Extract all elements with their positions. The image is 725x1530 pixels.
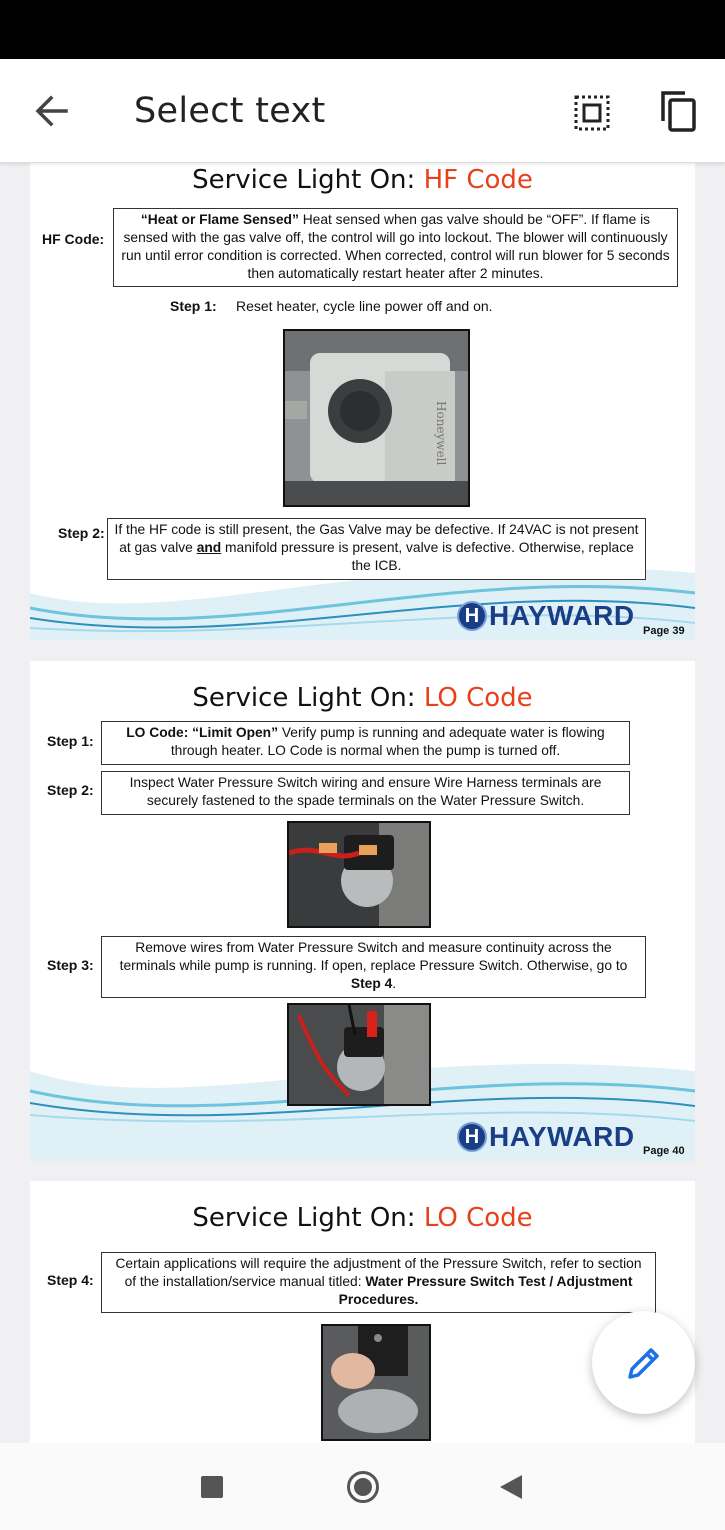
slide-title bbox=[30, 1203, 695, 1233]
hayward-h-icon: H bbox=[457, 601, 487, 631]
step3-end: . bbox=[392, 976, 397, 991]
step1-label: Step 1: bbox=[170, 298, 217, 314]
status-bar bbox=[0, 0, 725, 59]
step1-label: Step 1: bbox=[47, 733, 94, 749]
slide-title bbox=[30, 683, 695, 713]
step2-text-b: manifold pressure is present, valve is defective. Otherwise, replace the ICB. bbox=[221, 540, 634, 573]
pressure-switch-adjustment-photo bbox=[321, 1324, 431, 1441]
hf-code-description bbox=[113, 208, 678, 287]
back-triangle-icon[interactable] bbox=[498, 1473, 524, 1501]
app-bar bbox=[0, 59, 725, 163]
document-page bbox=[30, 661, 695, 1161]
step2-label: Step 2: bbox=[58, 525, 105, 541]
lo-code-bold: LO Code: “Limit Open” bbox=[126, 725, 279, 740]
hayward-logo bbox=[457, 600, 635, 632]
step2-text-and: and bbox=[196, 540, 222, 555]
step4-text-box bbox=[101, 1252, 656, 1313]
edit-pencil-icon bbox=[624, 1343, 664, 1383]
step2-text-box bbox=[107, 518, 646, 580]
hayward-logo bbox=[457, 1121, 635, 1153]
step1-text: Reset heater, cycle line power off and on. bbox=[236, 298, 493, 314]
step4-label: Step 4: bbox=[47, 1272, 94, 1288]
copy-icon bbox=[655, 87, 703, 135]
recents-square-icon[interactable] bbox=[201, 1476, 223, 1498]
page-number: Page 40 bbox=[643, 1145, 685, 1157]
step3-text-box bbox=[101, 936, 646, 998]
slide-title bbox=[30, 165, 695, 195]
svg-text:Honeywell: Honeywell bbox=[434, 401, 448, 466]
document-page bbox=[30, 1181, 695, 1443]
page-number: Page 39 bbox=[643, 625, 685, 637]
title-code: LO Code bbox=[423, 683, 533, 713]
document-page bbox=[30, 163, 695, 640]
document-viewer[interactable] bbox=[0, 163, 725, 1443]
step4-text: Certain applications will require the adjustment of the Pressure Switch, refer to section of the installation/service manual titled: bbox=[115, 1256, 642, 1289]
hayward-wordmark: HAYWARD bbox=[489, 600, 635, 631]
pressure-switch-photo bbox=[287, 821, 431, 928]
select-all-icon bbox=[568, 89, 616, 137]
system-nav-bar bbox=[0, 1443, 725, 1530]
title-prefix: Service Light On: bbox=[192, 1203, 424, 1233]
step1-text: Verify pump is running and adequate water is flowing through heater. LO Code is normal when the pump is turned off. bbox=[170, 725, 605, 758]
hayward-h-icon: H bbox=[457, 1122, 487, 1152]
edit-fab-button[interactable] bbox=[592, 1311, 695, 1414]
step3-bold: Step 4 bbox=[350, 976, 393, 991]
back-button[interactable] bbox=[30, 89, 74, 133]
select-all-button[interactable] bbox=[568, 89, 616, 137]
title-code: HF Code bbox=[423, 165, 533, 195]
hf-code-label: HF Code: bbox=[42, 231, 105, 247]
title-code: LO Code bbox=[423, 1203, 533, 1233]
page-title: Select text bbox=[134, 91, 326, 131]
title-prefix: Service Light On: bbox=[192, 165, 424, 195]
step2-text-a: If the HF code is still present, the Gas Valve may be defective. If 24VAC is not present at gas valve bbox=[114, 522, 639, 555]
title-prefix: Service Light On: bbox=[192, 683, 424, 713]
arrow-back-icon bbox=[30, 89, 74, 133]
step3-label: Step 3: bbox=[47, 957, 94, 973]
step1-text-box bbox=[101, 721, 630, 765]
step3-text: Remove wires from Water Pressure Switch and measure continuity across the terminals while pump is running. If open, replace Pressure Switch. Otherwise, go to bbox=[119, 940, 628, 973]
hf-code-text: Heat sensed when gas valve should be “OFF”. If flame is sensed with the gas valve off, the control will go into lockout. The blower will continuously run until error condition is corrected. When corrected, control will run blower for 5 seconds then automatically restart heater after 2 minutes. bbox=[121, 212, 670, 281]
multimeter-test-photo bbox=[287, 1003, 431, 1106]
gas-valve-photo bbox=[283, 329, 470, 507]
hayward-wordmark: HAYWARD bbox=[489, 1121, 635, 1152]
copy-button[interactable] bbox=[655, 87, 703, 135]
home-circle-icon[interactable] bbox=[346, 1470, 380, 1504]
step2-text-box: Inspect Water Pressure Switch wiring and ensure Wire Harness terminals are securely fastened to the spade terminals on the Water Pressure Switch. bbox=[101, 771, 630, 815]
step4-bold: Water Pressure Switch Test / Adjustment Procedures. bbox=[338, 1274, 633, 1307]
step2-label: Step 2: bbox=[47, 782, 94, 798]
hf-code-bold: “Heat or Flame Sensed” bbox=[140, 212, 299, 227]
